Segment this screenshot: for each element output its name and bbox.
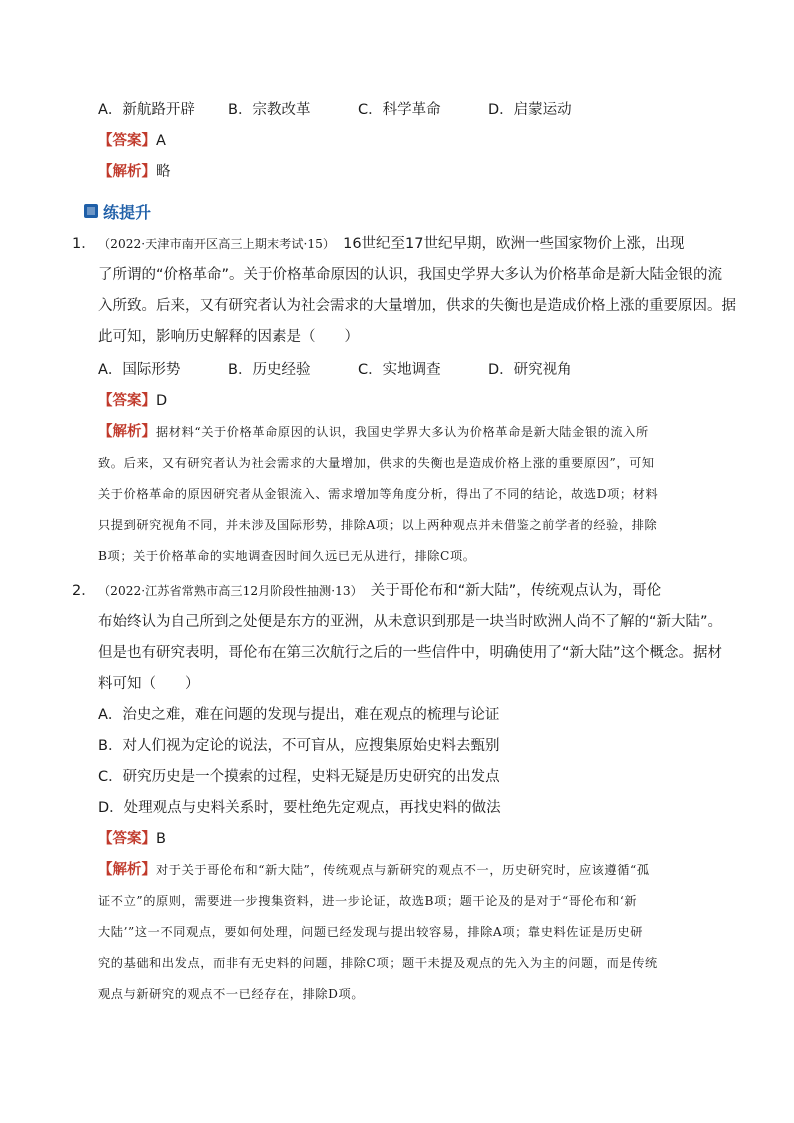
q2-stem-line-2: 布始终认为自己所到之处便是东方的亚洲，从未意识到那是一块当时欧洲人尚不了解的“新大陆”。 [98, 614, 723, 630]
q1-source: （2022·天津市南开区高三上期末考试·15） [98, 237, 336, 251]
q2-explanation-line-4: 究的基础和出发点，而非有无史料的问题，排除C项；题干未提及观点的先入为主的问题，而是传统 [98, 956, 658, 970]
q2-stem-line-4: 料可知（ ） [98, 676, 200, 692]
q1-option-a: A．国际形势 [98, 362, 181, 378]
q1-stem-line-2: 了所谓的“价格革命”。关于价格革命原因的认识，我国史学界大多认为价格革命是新大陆金银的流 [98, 267, 723, 283]
q2-number: 2． [72, 583, 96, 599]
q2-explanation-line-5: 观点与新研究的观点不一已经存在，排除D项。 [98, 987, 365, 1001]
q1-stem-line-4: 此可知，影响历史解释的因素是（ ） [98, 329, 359, 345]
q2-stem-line-3: 但是也有研究表明，哥伦布在第三次航行之后的一些信件中，明确使用了“新大陆”这个概念。据材 [98, 645, 723, 661]
q2-option-b: B．对人们视为定论的说法，不可盲从，应搜集原始史料去甄别 [98, 738, 500, 754]
option-a: A．新航路开辟 [98, 102, 195, 118]
q2-explanation-line-2: 证不立”的原则，需要进一步搜集资料，进一步论证，故选B项；题干论及的是对于“哥伦布和‘新 [98, 894, 638, 908]
option-b: B．宗教改革 [228, 102, 311, 118]
option-c: C．科学革命 [358, 102, 441, 118]
q2-option-d: D．处理观点与史料关系时，要杜绝先定观点，再找史料的做法 [98, 800, 501, 816]
q1-explanation-line-4: 只提到研究视角不同，并未涉及国际形势，排除A项；以上两种观点并未借鉴之前学者的经验，排除 [98, 518, 658, 532]
q1-stem-line-1: （2022·天津市南开区高三上期末考试·15） 16世纪至17世纪早期，欧洲一些国家物价上涨，出现 [98, 236, 685, 252]
book-icon [84, 204, 98, 218]
q2-stem-line-1: （2022·江苏省常熟市高三12月阶段性抽测·13） 关于哥伦布和“新大陆”，传统观点认为，哥伦 [98, 583, 662, 599]
top-explanation: 【解析】略 [98, 164, 171, 180]
q2-source: （2022·江苏省常熟市高三12月阶段性抽测·13） [98, 584, 363, 598]
top-answer: 【答案】A [98, 133, 166, 149]
q1-explanation-line-5: B项；关于价格革命的实地调查因时间久远已无从进行，排除C项。 [98, 549, 476, 563]
q1-answer: 【答案】D [98, 393, 168, 409]
q2-explanation-line-3: 大陆’”这一不同观点，要如何处理，问题已经发现与提出较容易，排除A项；靠史料佐证是历史研 [98, 925, 643, 939]
section-header [84, 200, 151, 222]
q1-option-d: D．研究视角 [488, 362, 572, 378]
q1-number: 1． [72, 236, 96, 252]
q1-explanation-line-2: 致。后来，又有研究者认为社会需求的大量增加，供求的失衡也是造成价格上涨的重要原因”，可知 [98, 456, 655, 470]
q2-option-c: C．研究历史是一个摸索的过程，史料无疑是历史研究的出发点 [98, 769, 500, 785]
q1-option-c: C．实地调查 [358, 362, 441, 378]
q2-option-a: A．治史之难，难在问题的发现与提出，难在观点的梳理与论证 [98, 707, 500, 723]
q1-stem-line-3: 入所致。后来，又有研究者认为社会需求的大量增加，供求的失衡也是造成价格上涨的重要原因。据 [98, 298, 736, 314]
option-d: D．启蒙运动 [488, 102, 572, 118]
q1-explanation-line-1: 【解析】据材料“关于价格革命原因的认识，我国史学界大多认为价格革命是新大陆金银的流入所 [98, 424, 649, 440]
q2-explanation-line-1: 【解析】对于关于哥伦布和“新大陆”，传统观点与新研究的观点不一，历史研究时，应该遵循“孤 [98, 862, 650, 878]
section-title: 练提升 [103, 202, 152, 222]
q1-explanation-line-3: 关于价格革命的原因研究者从金银流入、需求增加等角度分析，得出了不同的结论，故选D项；材料 [98, 487, 659, 501]
q2-answer: 【答案】B [98, 831, 166, 847]
q1-option-b: B．历史经验 [228, 362, 311, 378]
